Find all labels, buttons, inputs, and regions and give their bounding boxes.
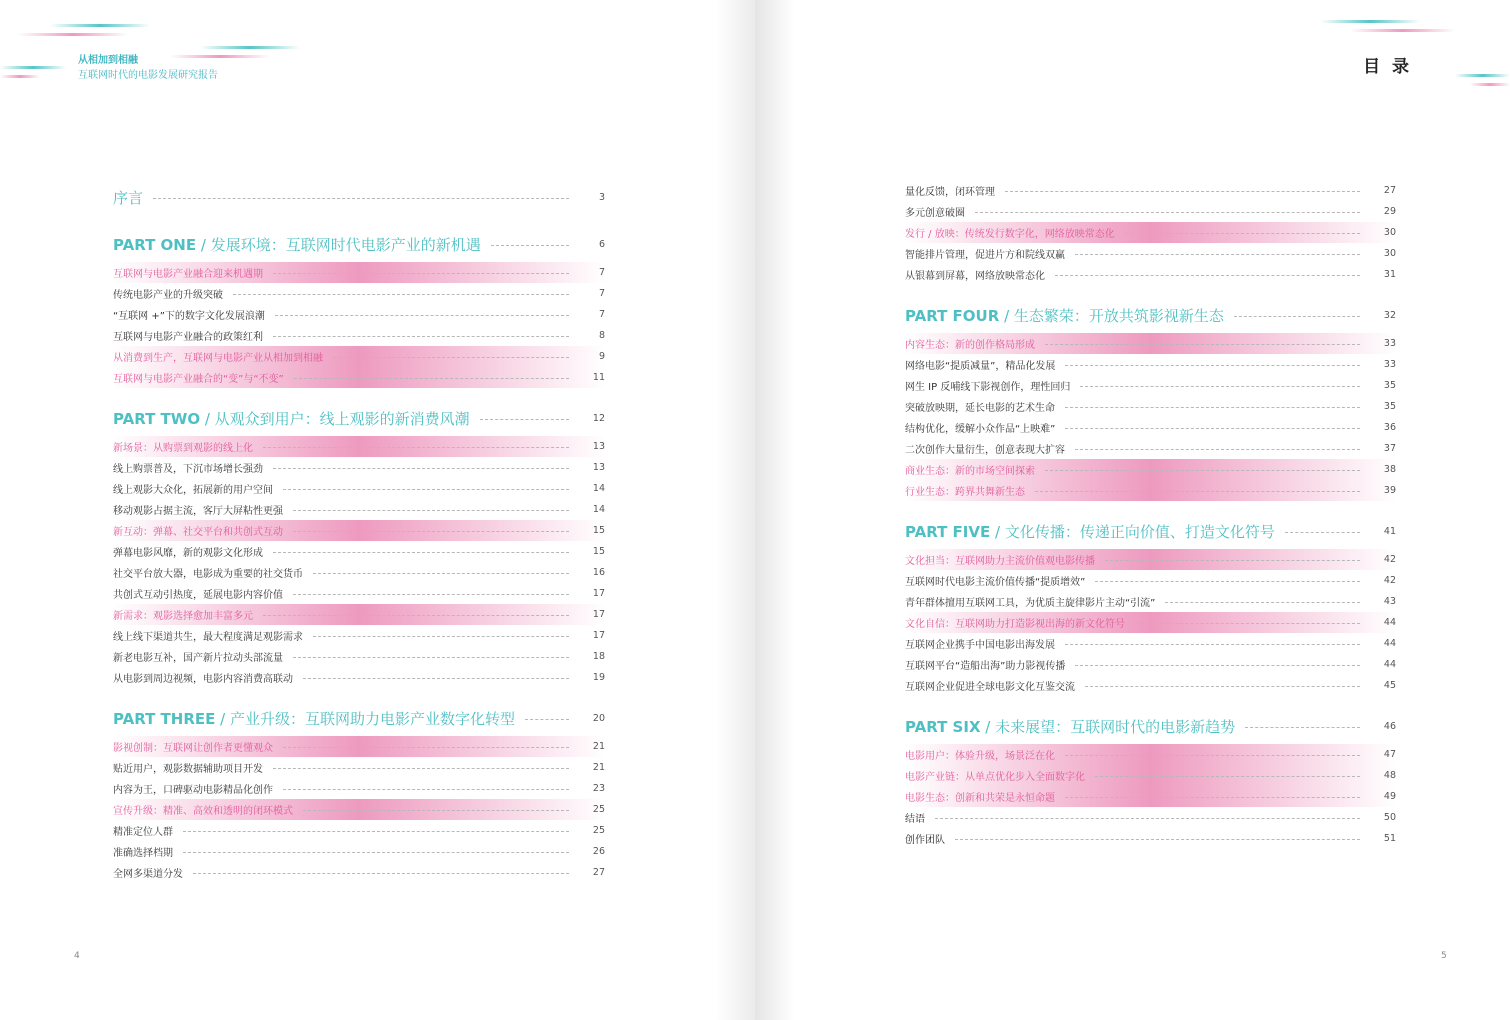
dotted-leader: [1095, 581, 1360, 582]
decor-stripe: [170, 55, 270, 58]
toc-entry-title: 商业生态：新的市场空间探索: [905, 466, 1035, 477]
toc-page-number: 35: [1383, 401, 1396, 412]
toc-entry[interactable]: [113, 799, 605, 820]
toc-page-number: 11: [592, 372, 605, 383]
part-label: PART ONE: [113, 235, 197, 254]
part-title: / 未来展望：互联网时代的电影新趋势: [980, 717, 1236, 736]
toc-entry-title: 智能排片管理，促进片方和院线双赢: [905, 250, 1065, 261]
toc-page-number: 30: [1383, 248, 1396, 259]
toc-page-number: 14: [592, 483, 605, 494]
toc-entry[interactable]: [905, 549, 1396, 570]
decor-stripe: [1320, 20, 1420, 23]
toc-entry[interactable]: [905, 222, 1396, 243]
toc-entry-title: 互联网与电影产业融合迎来机遇期: [113, 269, 263, 280]
toc-entry[interactable]: [113, 499, 605, 520]
toc-entry[interactable]: [905, 396, 1396, 417]
dotted-leader: [313, 573, 569, 574]
decor-stripe: [1350, 29, 1455, 32]
toc-entry-title: 电影产业链：从单点优化步入全面数字化: [905, 772, 1085, 783]
toc-entry-title: 共创式互动引热度，延展电影内容价值: [113, 590, 283, 601]
dotted-leader: [1095, 776, 1360, 777]
dotted-leader: [1065, 797, 1360, 798]
toc-entry-title: 线上观影大众化，拓展新的用户空间: [113, 485, 273, 496]
dotted-leader: [1245, 727, 1360, 728]
toc-entry[interactable]: [113, 583, 605, 604]
toc-entry-title: 互联网企业促进全球电影文化互鉴交流: [905, 682, 1075, 693]
toc-page-number: 37: [1383, 443, 1396, 454]
dotted-leader: [491, 245, 569, 246]
toc-entry[interactable]: [905, 480, 1396, 501]
toc-part-entry[interactable]: [113, 700, 605, 736]
toc-entry-title: 新互动：弹幕、社交平台和共创式互动: [113, 527, 283, 538]
toc-entry[interactable]: [905, 654, 1396, 675]
toc-entry[interactable]: [113, 262, 605, 283]
toc-page-number: 51: [1383, 833, 1396, 844]
toc-entry[interactable]: [905, 591, 1396, 612]
toc-entry[interactable]: [905, 675, 1396, 696]
toc-entry-title: 贴近用户，观影数据辅助项目开发: [113, 764, 263, 775]
toc-entry-title: 文化自信：互联网助力打造影视出海的新文化符号: [905, 619, 1125, 630]
toc-entry-title: 互联网时代电影主流价值传播“提质增效”: [905, 577, 1086, 588]
part-label: PART FIVE: [905, 522, 991, 541]
toc-entry[interactable]: [113, 367, 605, 388]
toc-page-number: 31: [1383, 269, 1396, 280]
dotted-leader: [1080, 386, 1360, 387]
toc-entry-title: 互联网平台“造船出海”助力影视传播: [905, 661, 1066, 672]
toc-page-number: 25: [592, 804, 605, 815]
toc-entry[interactable]: [113, 304, 605, 325]
part-title: / 生态繁荣：开放共筑影视新生态: [999, 306, 1224, 325]
toc-entry[interactable]: [905, 375, 1396, 396]
toc-entry[interactable]: [113, 520, 605, 541]
decor-stripe: [18, 33, 128, 36]
dotted-leader: [1285, 532, 1360, 533]
toc-page-number: 42: [1383, 575, 1396, 586]
toc-entry-title: [113, 234, 481, 255]
toc-entry[interactable]: [905, 570, 1396, 591]
toc-entry-title: 从电影到周边视频，电影内容消费高联动: [113, 674, 293, 685]
toc-entry-title: 线上购票普及，下沉市场增长强劲: [113, 464, 263, 475]
dotted-leader: [480, 419, 569, 420]
toc-page-number: 7: [598, 309, 605, 320]
toc-entry[interactable]: [113, 283, 605, 304]
toc-page-number: 15: [592, 546, 605, 557]
toc-heading: 目 录: [1363, 57, 1412, 77]
toc-entry[interactable]: [905, 243, 1396, 264]
dotted-leader: [1075, 449, 1360, 450]
toc-entry-title: 全网多渠道分发: [113, 869, 183, 880]
dotted-leader: [263, 615, 569, 616]
toc-page-number: 8: [598, 330, 605, 341]
toc-entry-title: “互联网 +”下的数字文化发展浪潮: [113, 311, 265, 322]
toc-entry[interactable]: [905, 333, 1396, 354]
toc-entry-title: 移动观影占据主流，客厅大屏粘性更强: [113, 506, 283, 517]
dotted-leader: [1045, 344, 1360, 345]
dotted-leader: [935, 818, 1360, 819]
dotted-leader: [273, 273, 569, 274]
toc-entry[interactable]: [905, 828, 1396, 849]
dotted-leader: [273, 336, 569, 337]
toc-entry-title: 影视创制：互联网让创作者更懂观众: [113, 743, 273, 754]
toc-part-entry[interactable]: [113, 400, 605, 436]
toc-entry[interactable]: [905, 180, 1396, 201]
toc-entry[interactable]: [113, 757, 605, 778]
decor-stripe: [1455, 74, 1510, 77]
dotted-leader: [1105, 560, 1360, 561]
toc-entry-title: 文化担当：互联网助力主流价值观电影传播: [905, 556, 1095, 567]
toc-page-number: 39: [1383, 485, 1396, 496]
toc-page-number: 16: [592, 567, 605, 578]
right-page: [755, 0, 1510, 1020]
page-number-left: 4: [74, 951, 80, 961]
toc-entry[interactable]: [905, 201, 1396, 222]
toc-entry-title: [113, 408, 470, 429]
toc-entry-title: 新老电影互补，国产新片拉动头部流量: [113, 653, 283, 664]
part-title: / 文化传播：传递正向价值、打造文化符号: [990, 522, 1275, 541]
toc-page-number: 17: [592, 630, 605, 641]
toc-page-number: 13: [592, 462, 605, 473]
dotted-leader: [294, 378, 569, 379]
toc-page-number: 7: [598, 288, 605, 299]
toc-entry-title: 多元创意破圈: [905, 208, 965, 219]
dotted-leader: [273, 468, 569, 469]
dotted-leader: [1075, 254, 1360, 255]
toc-entry[interactable]: [113, 862, 605, 883]
toc-page-number: 45: [1383, 680, 1396, 691]
dotted-leader: [1035, 491, 1360, 492]
dotted-leader: [293, 510, 569, 511]
toc-entry[interactable]: [113, 346, 605, 367]
toc-preface-entry[interactable]: [113, 180, 605, 214]
toc-entry[interactable]: [113, 841, 605, 862]
toc-page-number: 7: [598, 267, 605, 278]
toc-page-number: 30: [1383, 227, 1396, 238]
toc-page-number: 21: [592, 741, 605, 752]
dotted-leader: [293, 531, 569, 532]
toc-entry-title: 青年群体擅用互联网工具，为优质主旋律影片主动“引流”: [905, 598, 1156, 609]
dotted-leader: [1065, 644, 1360, 645]
toc-part-entry[interactable]: [905, 708, 1396, 744]
toc-page-number: 48: [1383, 770, 1396, 781]
toc-page-number: 46: [1383, 720, 1396, 732]
decor-stripe: [50, 24, 150, 27]
toc-entry-title: 宣传升级：精准、高效和透明的闭环模式: [113, 806, 293, 817]
toc-entry[interactable]: [905, 459, 1396, 480]
dotted-leader: [303, 678, 569, 679]
decor-stripe: [200, 46, 300, 49]
toc-entry[interactable]: [113, 541, 605, 562]
toc-entry-title: 发行 / 放映：传统发行数字化，网络放映常态化: [905, 229, 1115, 240]
toc-page-number: 13: [592, 441, 605, 452]
toc-entry[interactable]: [113, 820, 605, 841]
page-number-right: 5: [1441, 951, 1447, 961]
toc-page-number: 17: [592, 609, 605, 620]
toc-page-number: 14: [592, 504, 605, 515]
toc-entry[interactable]: [113, 736, 605, 757]
dotted-leader: [525, 719, 569, 720]
toc-entry-title: 创作团队: [905, 835, 945, 846]
toc-page-number: 21: [592, 762, 605, 773]
toc-entry[interactable]: [905, 354, 1396, 375]
toc-page-number: 6: [598, 238, 605, 250]
dotted-leader: [273, 768, 569, 769]
dotted-leader: [1065, 407, 1360, 408]
dotted-leader: [313, 636, 569, 637]
toc-part-entry[interactable]: [113, 226, 605, 262]
toc-entry[interactable]: [113, 625, 605, 646]
toc-entry-title: 线上线下渠道共生，最大程度满足观影需求: [113, 632, 303, 643]
part-label: PART SIX: [905, 717, 981, 736]
dotted-leader: [333, 357, 569, 358]
toc-entry-title: 序言: [113, 188, 144, 207]
dotted-leader: [183, 831, 569, 832]
dotted-leader: [1065, 365, 1360, 366]
toc-page-number: 3: [598, 191, 605, 203]
toc-entry-title: 突破放映期，延长电影的艺术生命: [905, 403, 1055, 414]
toc-entry[interactable]: [113, 667, 605, 688]
toc-page-number: 29: [1383, 206, 1396, 217]
toc-page-number: 49: [1383, 791, 1396, 802]
toc-page-number: 19: [592, 672, 605, 683]
part-label: PART TWO: [113, 409, 201, 428]
dotted-leader: [1065, 428, 1360, 429]
dotted-leader: [303, 810, 569, 811]
dotted-leader: [183, 852, 569, 853]
toc-entry[interactable]: [905, 264, 1396, 285]
dotted-leader: [275, 315, 569, 316]
decor-stripe: [0, 66, 66, 69]
dotted-leader: [1055, 275, 1360, 276]
toc-entry[interactable]: [905, 786, 1396, 807]
toc-page-number: 17: [592, 588, 605, 599]
dotted-leader: [153, 198, 569, 199]
part-title: / 产业升级：互联网助力电影产业数字化转型: [215, 709, 515, 728]
toc-page-number: 36: [1383, 422, 1396, 433]
toc-page-number: 9: [598, 351, 605, 362]
part-title: / 发展环境：互联网时代电影产业的新机遇: [196, 235, 481, 254]
dotted-leader: [293, 594, 569, 595]
toc-entry-title: 二次创作大量衍生，创意表现大扩容: [905, 445, 1065, 456]
toc-entry[interactable]: [905, 744, 1396, 765]
toc-entry[interactable]: [905, 807, 1396, 828]
toc-entry-title: 互联网企业携手中国电影出海发展: [905, 640, 1055, 651]
dotted-leader: [975, 212, 1360, 213]
toc-page-number: 38: [1383, 464, 1396, 475]
toc-entry[interactable]: [113, 604, 605, 625]
toc-page-number: 44: [1383, 659, 1396, 670]
toc-entry[interactable]: [113, 457, 605, 478]
toc-page-number: 47: [1383, 749, 1396, 760]
dotted-leader: [1005, 191, 1360, 192]
dotted-leader: [293, 657, 569, 658]
toc-entry[interactable]: [905, 438, 1396, 459]
report-subtitle: 互联网时代的电影发展研究报告: [78, 70, 218, 81]
dotted-leader: [1165, 602, 1360, 603]
dotted-leader: [955, 839, 1360, 840]
toc-entry[interactable]: [905, 417, 1396, 438]
dotted-leader: [263, 447, 569, 448]
toc-page-number: 27: [1383, 185, 1396, 196]
toc-page-number: 33: [1383, 338, 1396, 349]
toc-page-number: 18: [592, 651, 605, 662]
dotted-leader: [1125, 233, 1360, 234]
toc-entry[interactable]: [113, 478, 605, 499]
toc-entry-title: 结构优化，缓解小众作品“上映难”: [905, 424, 1056, 435]
toc-entry-title: [113, 708, 515, 729]
toc-entry-title: 网生 IP 反哺线下影视创作，理性回归: [905, 382, 1071, 393]
toc-page-number: 32: [1383, 309, 1396, 321]
toc-entry-title: 从消费到生产，互联网与电影产业从相加到相融: [113, 353, 323, 364]
toc-page-number: 50: [1383, 812, 1396, 823]
toc-page-number: 27: [592, 867, 605, 878]
toc-page-number: 26: [592, 846, 605, 857]
toc-entry-title: 社交平台放大器，电影成为重要的社交货币: [113, 569, 303, 580]
toc-entry-title: 互联网与电影产业融合的政策红利: [113, 332, 263, 343]
dotted-leader: [233, 294, 569, 295]
toc-page-number: 35: [1383, 380, 1396, 391]
dotted-leader: [283, 747, 569, 748]
toc-page-number: 33: [1383, 359, 1396, 370]
toc-entry-title: 内容生态：新的创作格局形成: [905, 340, 1035, 351]
toc-entry-title: 电影生态：创新和共荣是永恒命题: [905, 793, 1055, 804]
dotted-leader: [1065, 755, 1360, 756]
toc-entry-title: 弹幕电影风靡，新的观影文化形成: [113, 548, 263, 559]
dotted-leader: [1075, 665, 1360, 666]
part-label: PART FOUR: [905, 306, 1000, 325]
toc-entry[interactable]: [905, 633, 1396, 654]
toc-page-number: 15: [592, 525, 605, 536]
part-label: PART THREE: [113, 709, 216, 728]
dotted-leader: [1045, 470, 1360, 471]
decor-stripe: [0, 75, 40, 78]
toc-left-column: [113, 180, 605, 883]
dotted-leader: [193, 873, 569, 874]
toc-right-column: [905, 180, 1396, 849]
dotted-leader: [1135, 623, 1360, 624]
toc-page-number: 44: [1383, 638, 1396, 649]
toc-page-number: 41: [1383, 525, 1396, 537]
toc-entry[interactable]: [905, 765, 1396, 786]
toc-entry-title: 传统电影产业的升级突破: [113, 290, 223, 301]
toc-entry-title: 新场景：从购票到观影的线上化: [113, 443, 253, 454]
toc-entry[interactable]: [905, 612, 1396, 633]
dotted-leader: [1234, 316, 1360, 317]
toc-entry-title: 电影用户：体验升级，场景泛在化: [905, 751, 1055, 762]
toc-entry-title: 网络电影“提质减量”，精品化发展: [905, 361, 1056, 372]
decor-stripe: [1470, 83, 1510, 86]
toc-entry[interactable]: [113, 325, 605, 346]
toc-entry-title: 新需求：观影选择愈加丰富多元: [113, 611, 253, 622]
toc-entry-title: 从银幕到屏幕，网络放映常态化: [905, 271, 1045, 282]
toc-entry-title: 内容为王，口碑驱动电影精品化创作: [113, 785, 273, 796]
toc-entry-title: 量化反馈，闭环管理: [905, 187, 995, 198]
toc-entry[interactable]: [113, 646, 605, 667]
toc-page-number: 42: [1383, 554, 1396, 565]
toc-entry-title: 互联网与电影产业融合的“变”与“不变”: [113, 374, 284, 385]
toc-page-number: 43: [1383, 596, 1396, 607]
toc-page-number: 23: [592, 783, 605, 794]
toc-entry-title: [905, 716, 1235, 737]
toc-part-entry[interactable]: [905, 297, 1396, 333]
toc-entry-title: 结语: [905, 814, 925, 825]
dotted-leader: [283, 489, 569, 490]
toc-entry[interactable]: [113, 778, 605, 799]
dotted-leader: [283, 789, 569, 790]
toc-part-entry[interactable]: [905, 513, 1396, 549]
dotted-leader: [1085, 686, 1360, 687]
toc-entry-title: [905, 521, 1275, 542]
toc-entry-title: 准确选择档期: [113, 848, 173, 859]
toc-page-number: 25: [592, 825, 605, 836]
toc-entry-title: 精准定位人群: [113, 827, 173, 838]
toc-page-number: 12: [592, 412, 605, 424]
part-title: / 从观众到用户：线上观影的新消费风潮: [200, 409, 470, 428]
dotted-leader: [273, 552, 569, 553]
toc-entry-title: [905, 305, 1224, 326]
toc-page-number: 44: [1383, 617, 1396, 628]
toc-entry[interactable]: [113, 436, 605, 457]
toc-entry[interactable]: [113, 562, 605, 583]
toc-entry-title: 行业生态：跨界共舞新生态: [905, 487, 1025, 498]
report-title: 从相加到相融: [78, 55, 138, 66]
toc-page-number: 20: [592, 712, 605, 724]
